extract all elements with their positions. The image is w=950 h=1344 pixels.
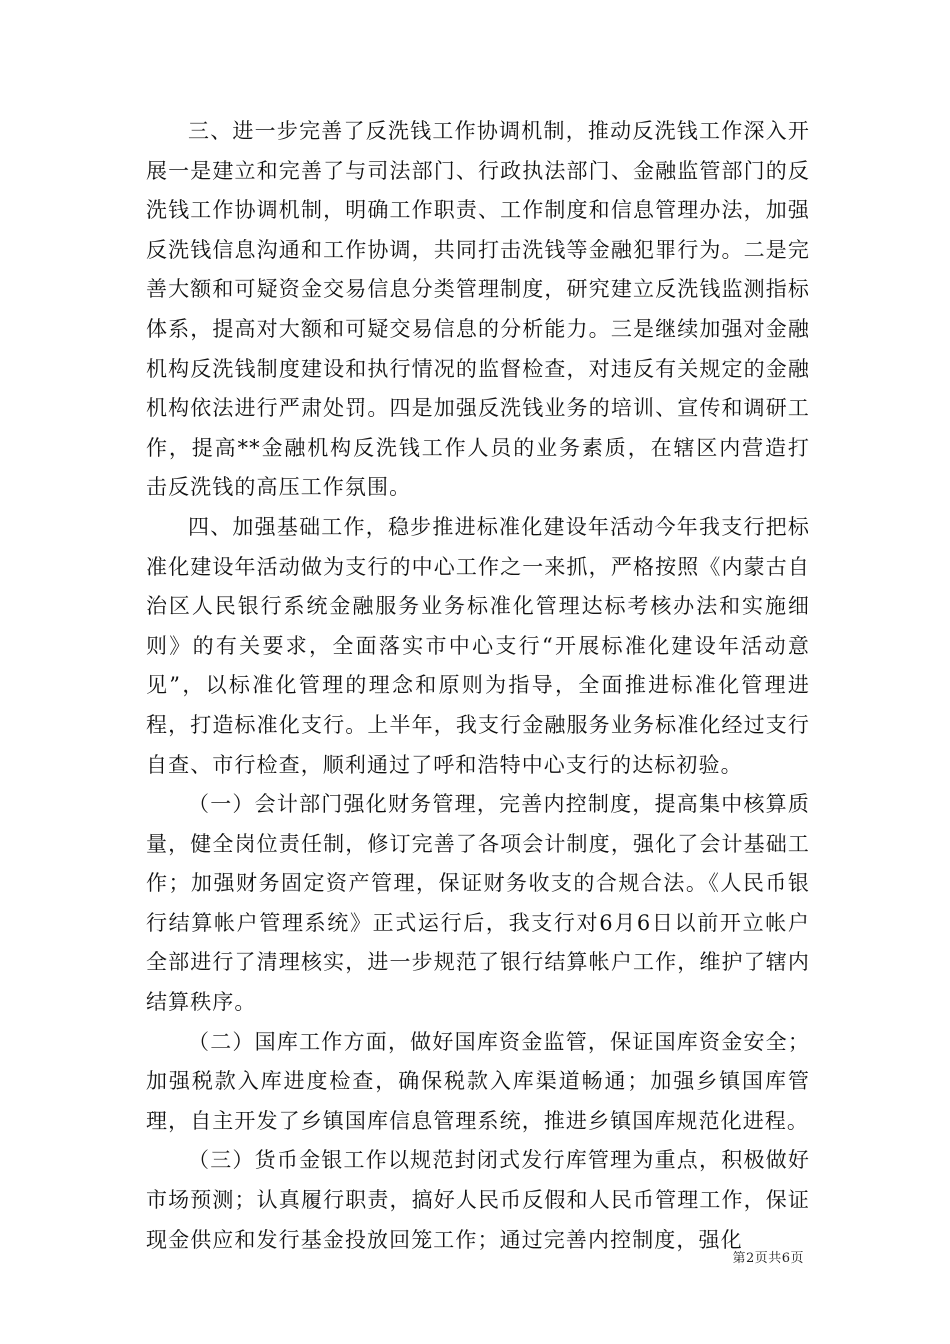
paragraph-treasury: （二）国库工作方面，做好国库资金监管，保证国库资金安全；加强税款入库进度检查，确保税款入库渠道畅通；加强乡镇国库管理，自主开发了乡镇国库信息管理系统，推进乡镇国库规范化进程。: [146, 1029, 810, 1133]
paragraph-currency: （三）货币金银工作以规范封闭式发行库管理为重点，积极做好市场预测；认真履行职责，搞好人民币反假和人民币管理工作，保证现金供应和发行基金投放回笼工作；通过完善内控制度，强化: [146, 1148, 810, 1252]
paragraph-anti-money-laundering: 三、进一步完善了反洗钱工作协调机制，推动反洗钱工作深入开展一是建立和完善了与司法部门、行政执法部门、金融监管部门的反洗钱工作协调机制，明确工作职责、工作制度和信息管理办法，加强反洗钱信息沟通和工作协调，共同打击洗钱等金融犯罪行为。二是完善大额和可疑资金交易信息分类管理制度，研究建立反洗钱监测指标体系，提高对大额和可疑交易信息的分析能力。三是继续加强对金融机构反洗钱制度建设和执行情况的监督检查，对违反有关规定的金融机构依法进行严肃处罚。四是加强反洗钱业务的培训、宣传和调研工作，提高**金融机构反洗钱工作人员的业务素质，在辖区内营造打击反洗钱的高压工作氛围。: [146, 119, 810, 500]
page-number-footer: 第2页共6页: [732, 1251, 804, 1266]
paragraph-accounting: （一）会计部门强化财务管理，完善内控制度，提高集中核算质量，健全岗位责任制，修订完善了各项会计制度，强化了会计基础工作；加强财务固定资产管理，保证财务收支的合规合法。《人民币银行结算帐户管理系统》正式运行后，我支行对6月6日以前开立帐户全部进行了清理核实，进一步规范了银行结算帐户工作，维护了辖内结算秩序。: [146, 792, 810, 1015]
paragraph-standardization: 四、加强基础工作，稳步推进标准化建设年活动今年我支行把标准化建设年活动做为支行的中心工作之一来抓，严格按照《内蒙古自治区人民银行系统金融服务业务标准化管理达标考核办法和实施细则》的有关要求，全面落实市中心支行“开展标准化建设年活动意见”，以标准化管理的理念和原则为指导，全面推进标准化管理进程，打造标准化支行。上半年，我支行金融服务业务标准化经过支行自查、市行检查，顺利通过了呼和浩特中心支行的达标初验。: [146, 514, 810, 777]
